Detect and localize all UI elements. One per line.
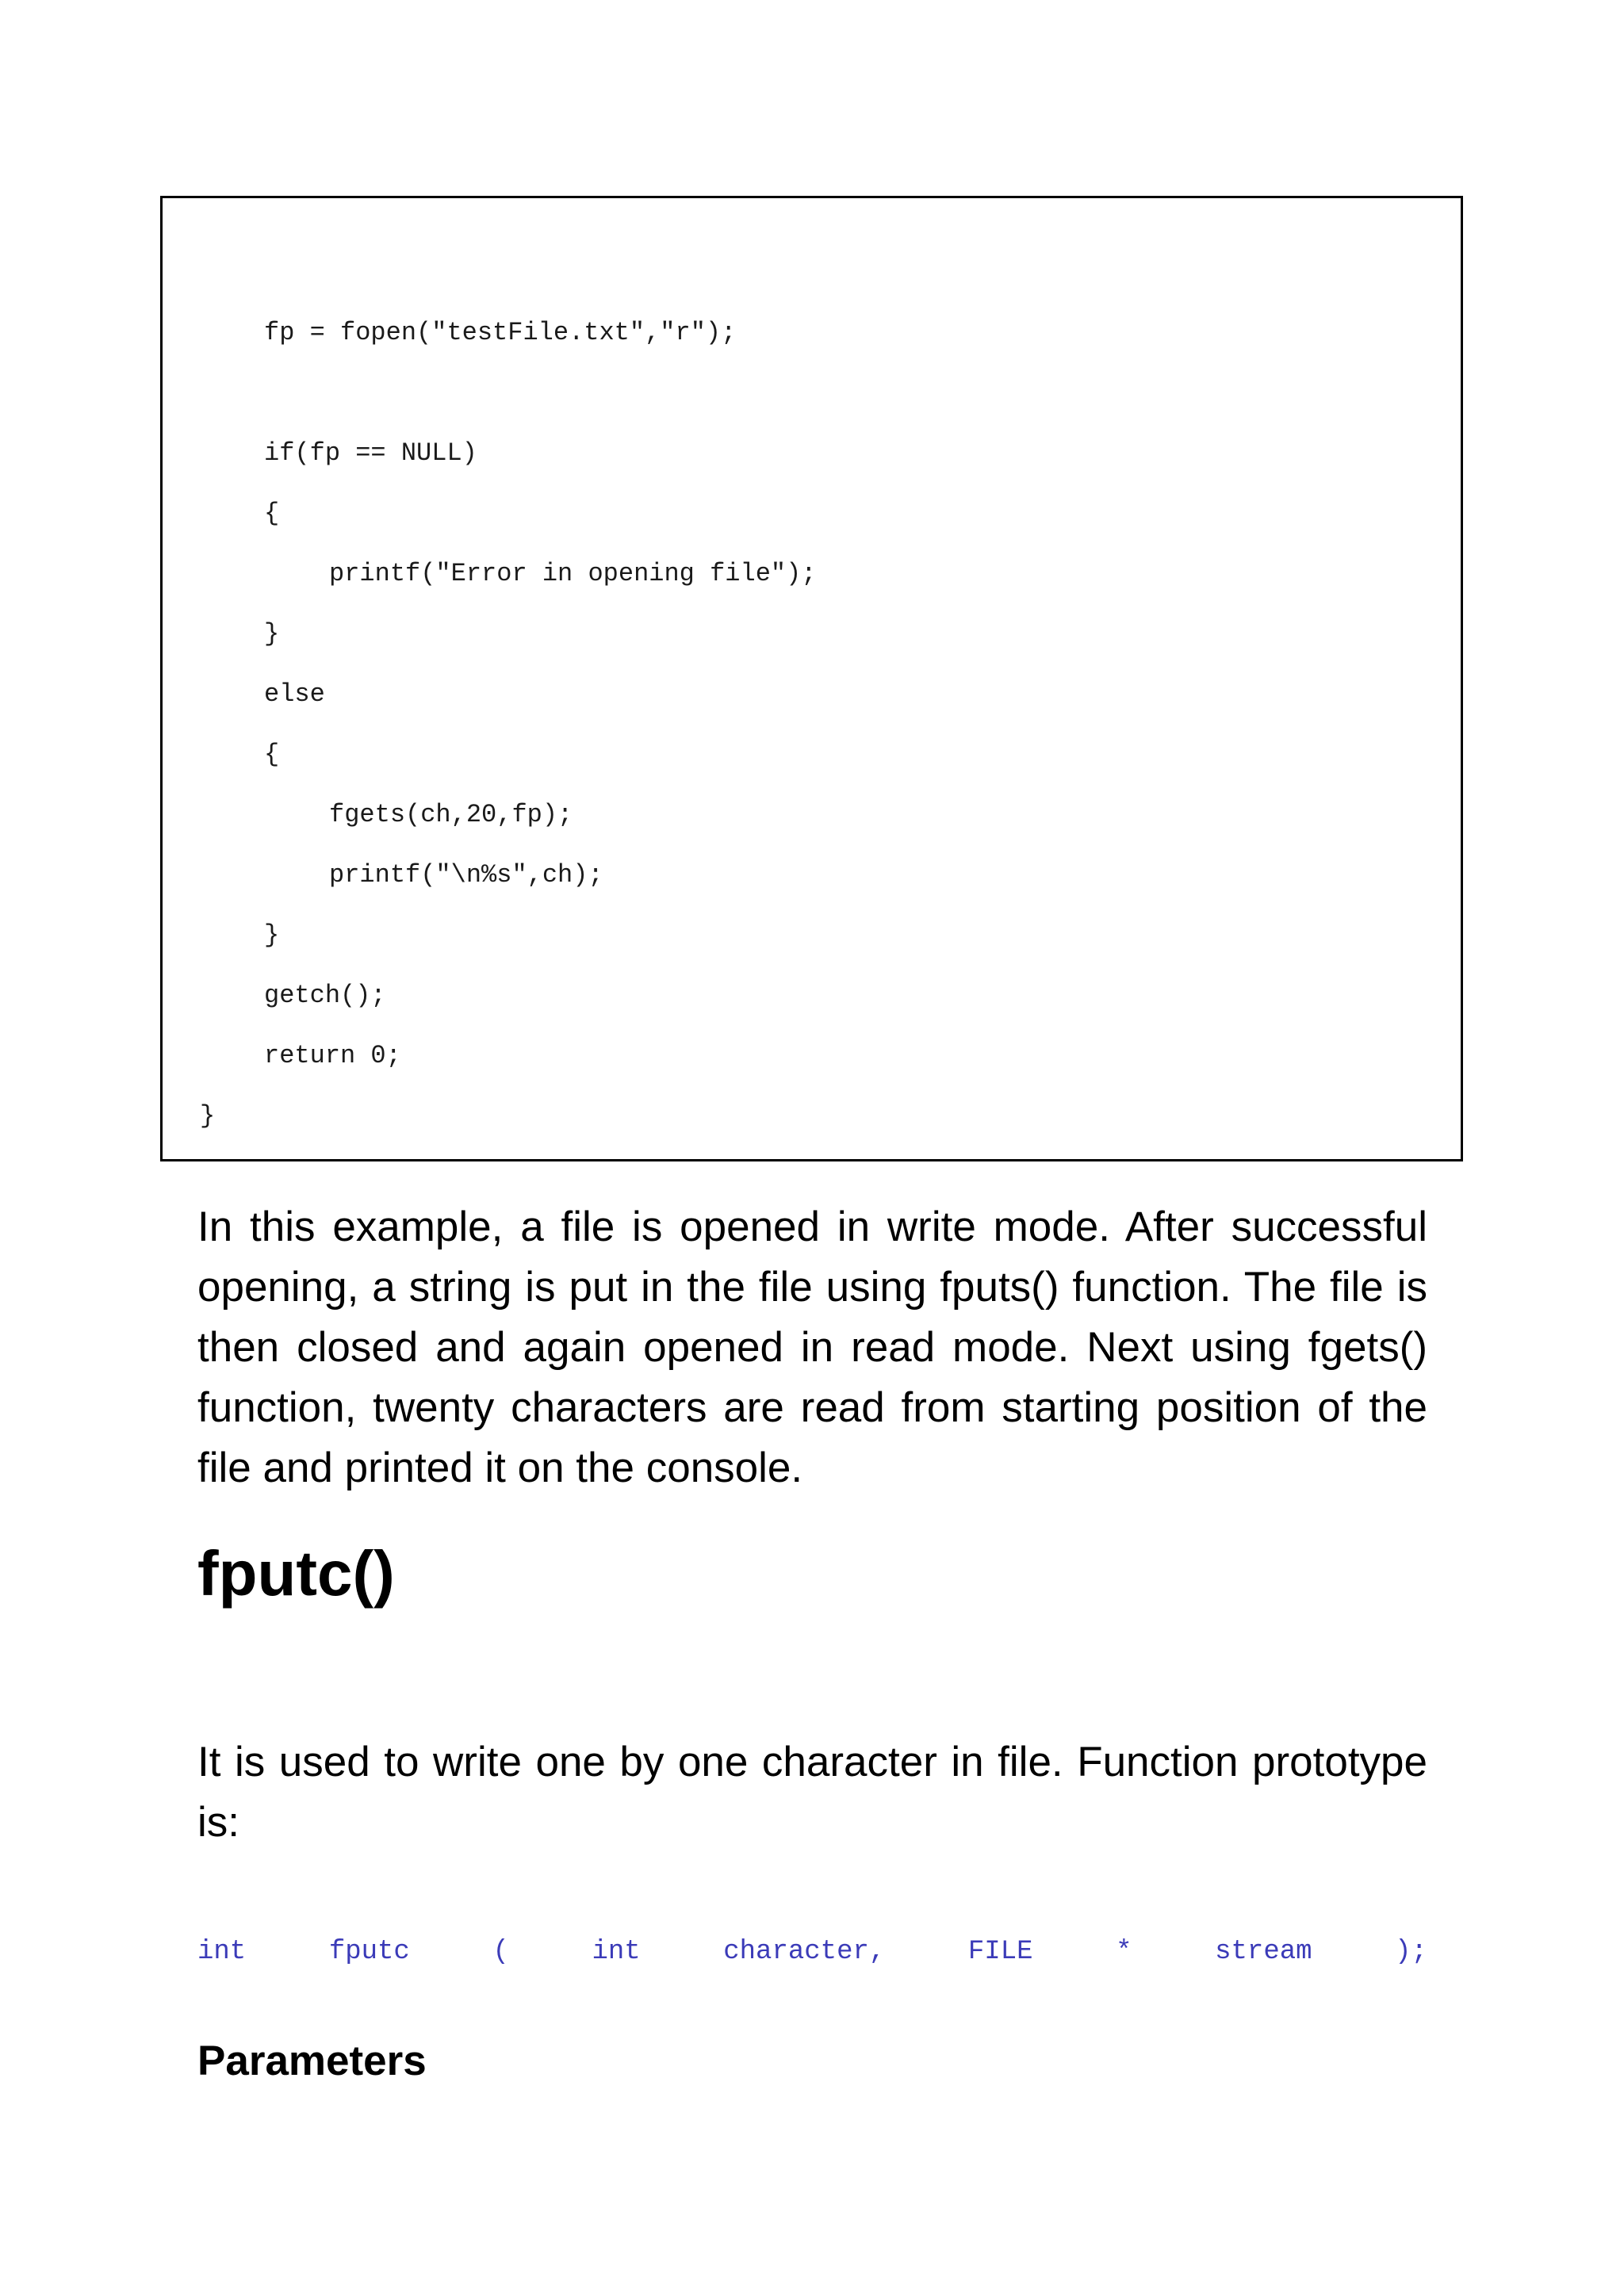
code-line: else bbox=[264, 679, 325, 709]
code-line: if(fp == NULL) bbox=[264, 438, 477, 468]
code-line: printf("Error in opening file"); bbox=[329, 559, 817, 588]
code-line: fgets(ch,20,fp); bbox=[329, 800, 573, 829]
prototype-token: fputc bbox=[328, 1937, 410, 1967]
code-line: printf("\n%s",ch); bbox=[329, 860, 603, 890]
prototype-token: FILE bbox=[967, 1937, 1033, 1967]
function-prototype bbox=[197, 1934, 1427, 1969]
code-line: fp = fopen("testFile.txt","r"); bbox=[264, 318, 737, 347]
prototype-token: stream bbox=[1215, 1937, 1312, 1967]
code-line: getch(); bbox=[264, 981, 386, 1010]
prototype-token: character, bbox=[723, 1937, 886, 1967]
code-line: { bbox=[264, 499, 280, 528]
code-block bbox=[160, 196, 1463, 1161]
paragraph-example-explanation: In this example, a file is opened in write mode. After successful opening, a string is put in the file using fputs() function. The file is then closed and again opened in read mode. Next using fgets() function, twenty characters are read from starting position of the file and printed it on the console. bbox=[197, 1203, 1427, 1491]
code-line: return 0; bbox=[264, 1041, 401, 1070]
code-line: { bbox=[264, 740, 280, 769]
prototype-token: int bbox=[592, 1937, 641, 1967]
code-line: } bbox=[264, 619, 280, 649]
heading-fputc: fputc() bbox=[197, 1538, 395, 1609]
prototype-token: int bbox=[197, 1937, 247, 1967]
code-line: } bbox=[200, 1101, 216, 1131]
code-line: } bbox=[264, 920, 280, 950]
prototype-token: ); bbox=[1395, 1937, 1427, 1967]
prototype-token: ( bbox=[492, 1937, 509, 1967]
heading-parameters: Parameters bbox=[197, 2038, 427, 2084]
prototype-token: * bbox=[1116, 1937, 1132, 1967]
paragraph-fputc-description: It is used to write one by one character in file. Function prototype is: bbox=[197, 1739, 1427, 1846]
